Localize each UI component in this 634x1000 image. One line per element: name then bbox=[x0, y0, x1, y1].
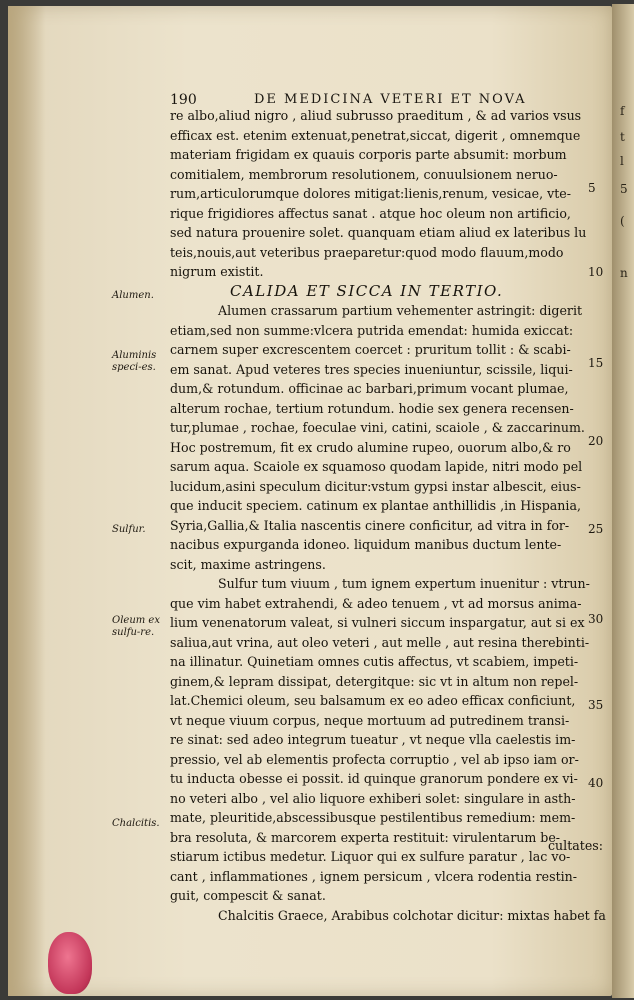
margin-note-aluminis-species: Aluminis speci-es. bbox=[112, 350, 157, 373]
text-line: no veteri albo , vel alio liquore exhiberi solet: singulare in asth- bbox=[170, 790, 576, 806]
text-line: materiam frigidam ex quauis corporis parte absumit: morbum bbox=[170, 147, 567, 162]
facing-page-edge bbox=[612, 4, 634, 998]
text-line: re albo,aliud nigro , aliud subrusso praeditum , & ad varios vsus bbox=[170, 108, 582, 123]
margin-note-alumen: Alumen. bbox=[112, 290, 154, 301]
text-line: tur,plumae , rochae, foeculae vini, catini, scaiole , & zaccarinum. bbox=[170, 420, 585, 435]
line-number: 35 bbox=[588, 698, 604, 712]
text-line: Sulfur tum viuum , tum ignem expertum inuenitur : vtrun- bbox=[218, 576, 590, 591]
text-line: re sinat: sed adeo integrum tueatur , vt neque vlla caelestis im- bbox=[170, 732, 576, 747]
text-line: Alumen crassarum partium vehementer astringit: digerit bbox=[218, 303, 583, 318]
text-line: efficax est. etenim extenuat,penetrat,siccat, digerit , omnemque bbox=[170, 127, 581, 143]
text-line: comitialem, membrorum resolutionem, conuulsionem neruo- bbox=[170, 166, 558, 182]
line-number: 30 bbox=[588, 612, 604, 626]
edge-letter: l bbox=[620, 154, 624, 168]
margin-note-sulfur: Sulfur. bbox=[112, 524, 146, 535]
catchword: cultates: bbox=[548, 838, 603, 853]
text-line: rum,articulorumque dolores mitigat:lienis,renum, vesicae, vte- bbox=[170, 186, 572, 201]
edge-letter: f bbox=[620, 104, 625, 118]
text-line: carnem super excrescentem coercet : pruritum tollit : & scabi- bbox=[170, 342, 571, 357]
text-line: em sanat. Apud veteres tres species inueniuntur, scissile, liqui- bbox=[170, 361, 573, 377]
text-line: que inducit speciem. catinum ex plantae anthillidis ,in Hispania, bbox=[170, 498, 581, 513]
text-line: sarum aqua. Scaiole ex squamoso quodam lapide, nitri modo pel bbox=[170, 459, 583, 474]
text-line: na illinatur. Quinetiam omnes cutis affectus, vt scabiem, impeti- bbox=[170, 654, 579, 669]
text-line: lucidum,asini speculum dicitur:vstum gypsi instar albescit, eius- bbox=[170, 478, 581, 494]
text-line: sed natura prouenire solet. quanquam etiam aliud ex lateribus lu bbox=[170, 225, 587, 240]
edge-letter: 5 bbox=[620, 182, 628, 196]
line-number: 25 bbox=[588, 522, 604, 536]
text-line: mate, pleuritide,abscessibusque pestilentibus remedium: mem- bbox=[170, 810, 576, 825]
running-title: DE MEDICINA VETERI ET NOVA bbox=[254, 92, 527, 107]
text-line: rique frigidiores affectus sanat . atque hoc oleum non artificio, bbox=[170, 205, 571, 221]
edge-letter: n bbox=[620, 266, 628, 280]
thumb-finger bbox=[48, 932, 92, 994]
text-line: nigrum existit. bbox=[170, 264, 264, 279]
text-line: lium venenatorum valeat, si vulneri siccum inspargatur, aut si ex bbox=[170, 615, 585, 630]
text-line: lat.Chemici oleum, seu balsamum ex eo adeo efficax conficiunt, bbox=[170, 693, 576, 708]
text-line: tu inducta obesse ei possit. id quinque granorum pondere ex vi- bbox=[170, 771, 578, 786]
margin-note-chalcitis: Chalcitis. bbox=[112, 818, 160, 829]
text-line: dum,& rotundum. officinae ac barbari,primum vocant plumae, bbox=[170, 381, 569, 396]
text-line: pressio, vel ab elementis profecta corruptio , vel ab ipso iam or- bbox=[170, 751, 579, 767]
text-line: teis,nouis,aut veteribus praeparetur:quod modo flauum,modo bbox=[170, 244, 564, 260]
margin-note-oleum: Oleum ex sulfu-re. bbox=[112, 615, 160, 638]
text-line: alterum rochae, tertium rotundum. hodie sex genera recensen- bbox=[170, 400, 574, 416]
text-line: Syria,Gallia,& Italia nascentis cinere conficitur, ad vitra in for- bbox=[170, 517, 570, 533]
text-line: que vim habet extrahendi, & adeo tenuem , vt ad morsus anima- bbox=[170, 595, 582, 611]
page-number: 190 bbox=[170, 92, 197, 108]
text-line: stiarum ictibus medetur. Liquor qui ex sulfure paratur , lac vo- bbox=[170, 849, 571, 864]
text-line: Hoc postremum, fit ex crudo alumine rupeo, ouorum albo,& ro bbox=[170, 439, 571, 455]
text-line: Chalcitis Graece, Arabibus colchotar dicitur: mixtas habet fa bbox=[218, 907, 606, 923]
line-number: 20 bbox=[588, 434, 604, 448]
line-number: 40 bbox=[588, 776, 604, 790]
line-number: 5 bbox=[588, 181, 596, 195]
text-line: vt neque viuum corpus, neque mortuum ad putredinem transi- bbox=[170, 712, 570, 728]
text-line: guit, compescit & sanat. bbox=[170, 888, 326, 903]
page-gutter bbox=[8, 6, 46, 996]
text-line: etiam,sed non summe:vlcera putrida emendat: humida exiccat: bbox=[170, 322, 574, 338]
edge-letter: t bbox=[620, 130, 625, 144]
edge-letter: ( bbox=[620, 214, 625, 228]
text-line: scit, maxime astringens. bbox=[170, 556, 326, 572]
text-line: nacibus expurganda idoneo. liquidum manibus ductum lente- bbox=[170, 537, 562, 552]
text-line: bra resoluta, & marcorem experta restituit: virulentarum be- bbox=[170, 829, 561, 845]
text-line: saliua,aut vrina, aut oleo veteri , aut melle , aut resina therebinti- bbox=[170, 634, 590, 650]
text-line: ginem,& lepram dissipat, detergitque: sic vt in altum non repel- bbox=[170, 673, 579, 689]
text-line: cant , inflammationes , ignem persicum , vlcera rodentia restin- bbox=[170, 868, 578, 884]
line-number: 15 bbox=[588, 356, 604, 370]
line-number: 10 bbox=[588, 265, 604, 279]
section-heading: CALIDA ET SICCA IN TERTIO. bbox=[230, 281, 504, 300]
